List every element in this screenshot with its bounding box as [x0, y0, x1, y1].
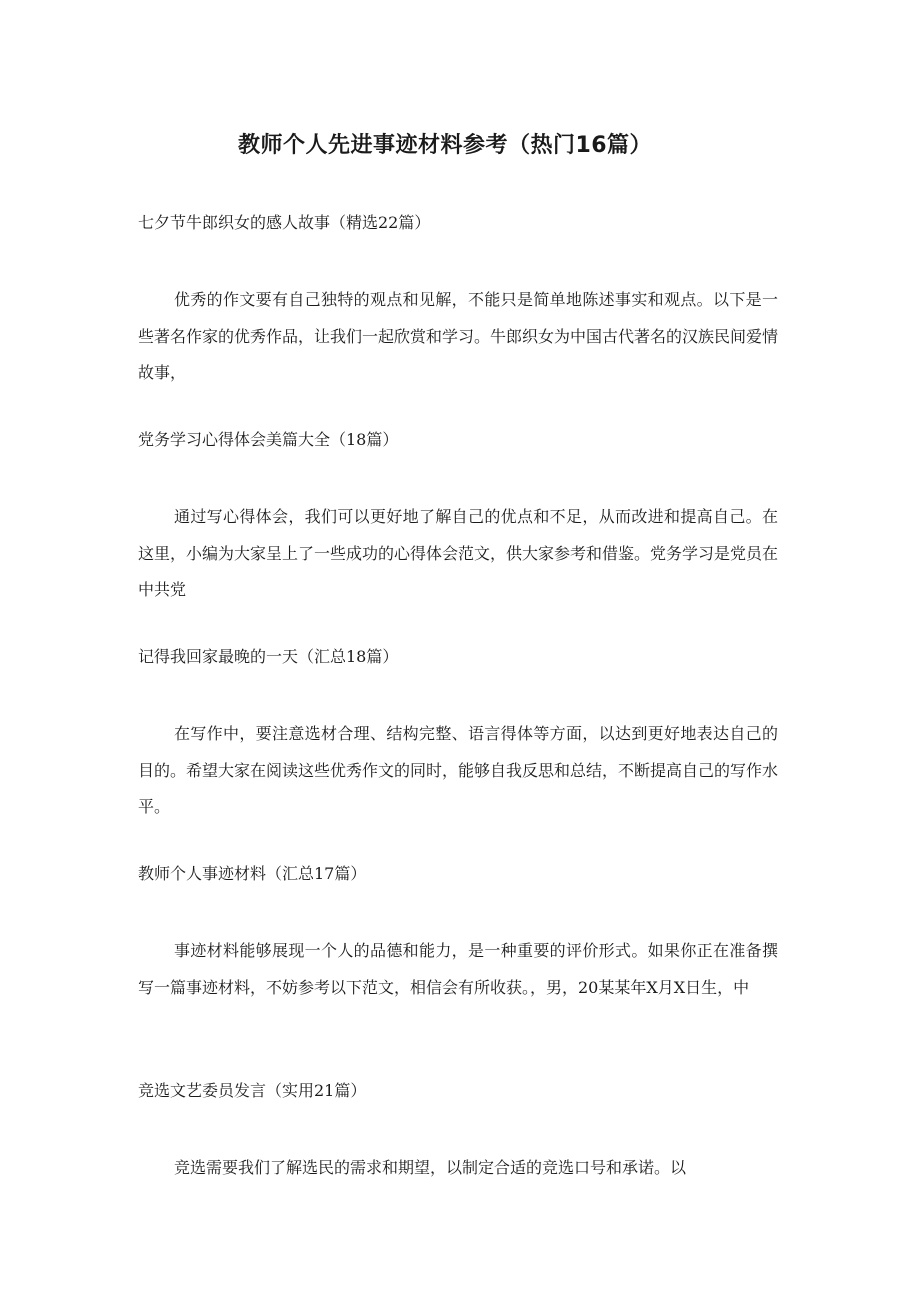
- article-summary: 在写作中，要注意选材合理、结构完整、语言得体等方面，以达到更好地表达自己的目的。希望大家在阅读这些优秀作文的同时，能够自我反思和总结，不断提高自己的写作水平。: [138, 724, 779, 817]
- article-title: 七夕节牛郎织女的感人故事（精选22篇）: [138, 213, 431, 232]
- document-title: 教师个人先进事迹材料参考（热门16篇）: [237, 133, 653, 158]
- article-title: 竞选文艺委员发言（实用21篇）: [138, 1081, 367, 1100]
- article-summary: 通过写心得体会，我们可以更好地了解自己的优点和不足，从而改进和提高自己。在这里，小编为大家呈上了一些成功的心得体会范文，供大家参考和借鉴。党务学习是党员在中共党: [138, 507, 779, 600]
- article-summary: 事迹材料能够展现一个人的品德和能力，是一种重要的评价形式。如果你正在准备撰写一篇事迹材料，不妨参考以下范文，相信会有所收获。，男，20某某年X月X日生，中: [138, 941, 778, 997]
- article-summary: 竞选需要我们了解选民的需求和期望，以制定合适的竞选口号和承诺。以: [174, 1158, 687, 1177]
- article-title: 教师个人事迹材料（汇总17篇）: [138, 864, 367, 883]
- article-summary: 优秀的作文要有自己独特的观点和见解，不能只是简单地陈述事实和观点。以下是一些著名作家的优秀作品，让我们一起欣赏和学习。牛郎织女为中国古代著名的汉族民间爱情故事，: [138, 290, 779, 383]
- article-title: 党务学习心得体会美篇大全（18篇）: [138, 430, 399, 449]
- article-title: 记得我回家最晚的一天（汇总18篇）: [138, 647, 399, 666]
